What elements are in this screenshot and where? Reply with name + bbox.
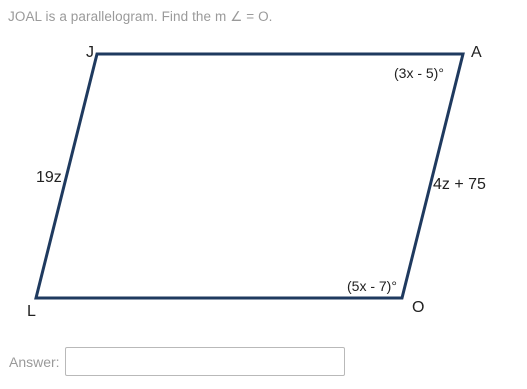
vertex-label-j: J — [86, 44, 94, 61]
angle-label-o: (5x - 7)° — [347, 278, 397, 294]
question-text: JOAL is a parallelogram. Find the m ∠ = O. — [8, 9, 273, 24]
vertex-label-o: O — [412, 299, 425, 316]
vertex-label-a: A — [471, 44, 482, 61]
angle-label-a: (3x - 5)° — [394, 65, 444, 81]
side-label-jl: 19z — [36, 169, 62, 186]
side-label-ao: 4z + 75 — [433, 176, 486, 193]
vertex-label-l: L — [27, 303, 36, 320]
answer-input[interactable] — [65, 347, 345, 376]
answer-label: Answer: — [9, 354, 60, 370]
parallelogram-shape — [36, 54, 463, 298]
